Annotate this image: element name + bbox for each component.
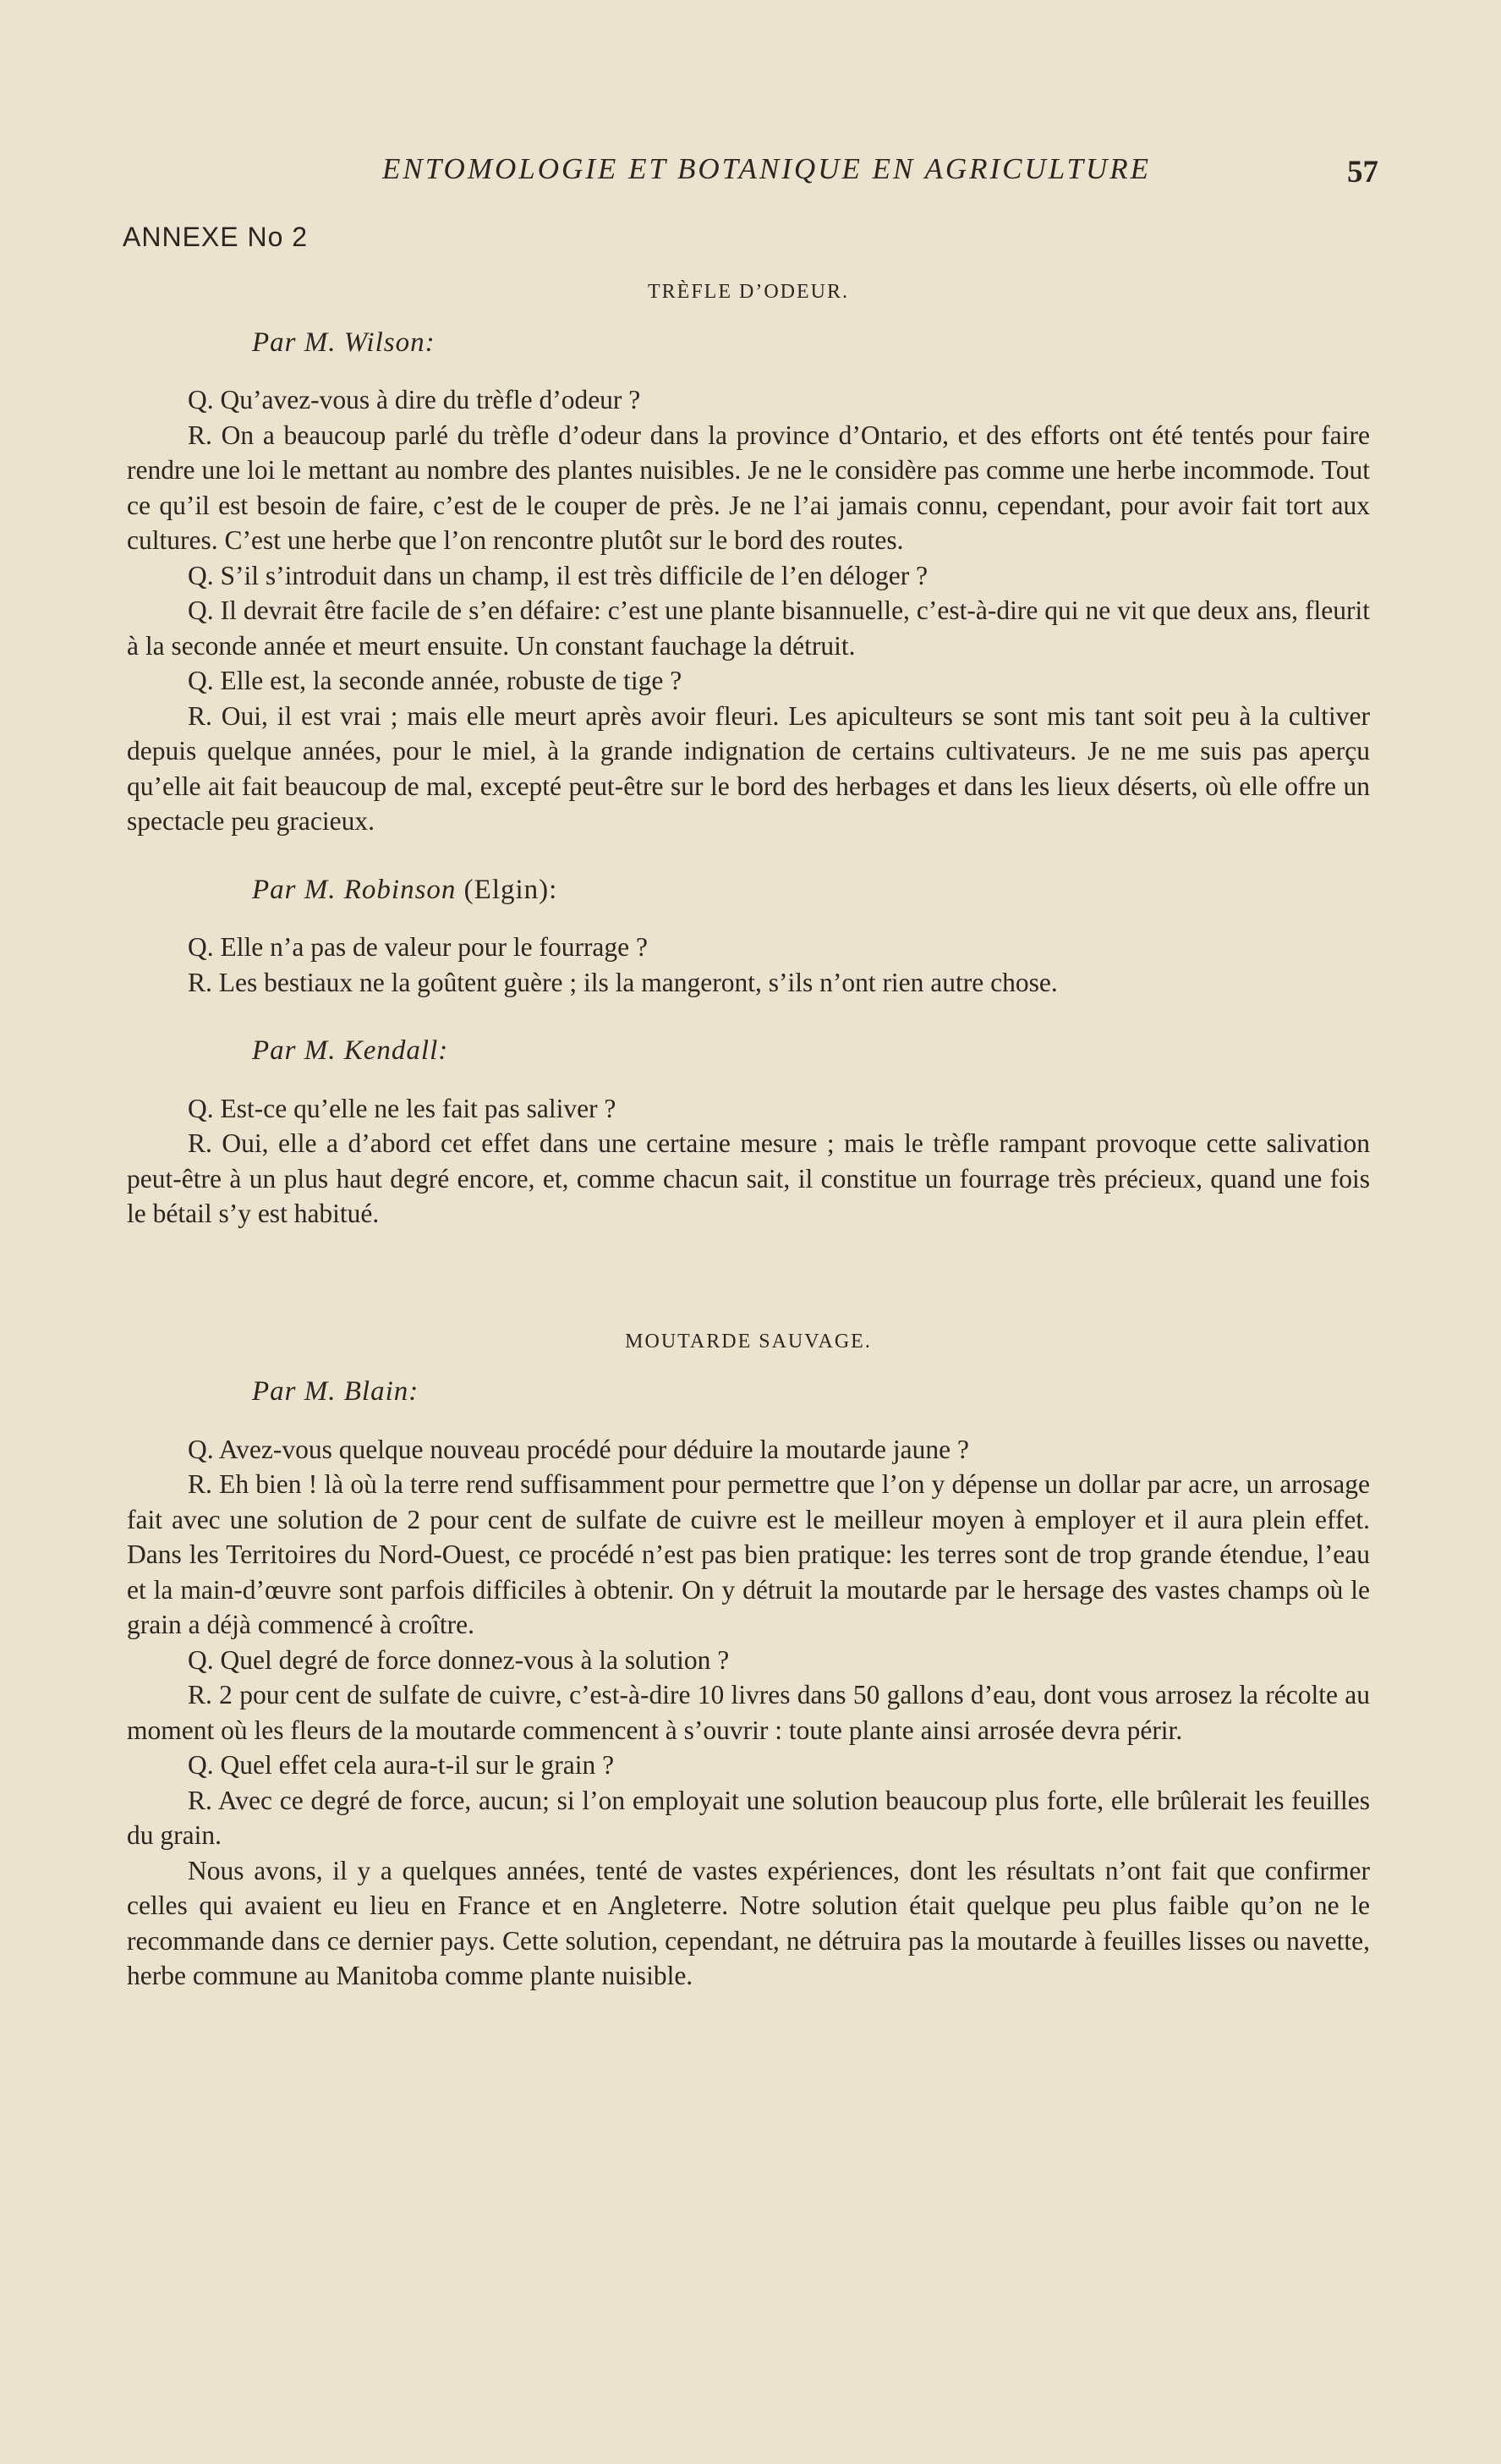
paragraph: R. On a beaucoup parlé du trèfle d’odeur dans la province d’Ontario, et des efforts ont été tentés pour faire rendre une loi le mettant au nombre des plantes nuisibles. Je ne le considère pas comme une herbe incommode. Tout ce qu’il est besoin de faire, c’est de le couper de près. Je ne l’ai jamais connu, cependant, pour avoir fait tort aux cultures. C’est une herbe que l’on rencontre plutôt sur le bord des routes. xyxy=(127,420,1370,555)
paragraph: Q. Elle est, la seconde année, robuste de tige ? xyxy=(188,666,682,695)
running-head: ENTOMOLOGIE ET BOTANIQUE EN AGRICULTURE xyxy=(382,152,1152,185)
paragraph: R. Oui, il est vrai ; mais elle meurt après avoir fleuri. Les apiculteurs se sont mis tant soit peu à la cultiver depuis quelque années, pour le miel, à la grande indignation de certains cultivateurs. Je ne me suis pas aperçu qu’elle ait fait beaucoup de mal, excepté peut-être sur le bord des herbages et dans les lieux déserts, où elle offre un spectacle peu gracieux. xyxy=(127,700,1370,836)
page-number: 57 xyxy=(1347,155,1378,189)
speaker-constituency: (Elgin) xyxy=(463,874,550,905)
speaker-name: Par M. Robinson xyxy=(252,874,457,905)
speaker-label: Par M. Kendall: xyxy=(252,1035,449,1066)
speaker-suffix: : xyxy=(549,874,558,905)
paragraph: Q. Il devrait être facile de s’en défaire: c’est une plante bisannuelle, c’est-à-dire qui ne vit que deux ans, fleurit à la seconde année et meurt ensuite. Un constant fauchage la détruit. xyxy=(127,595,1370,661)
speaker-label xyxy=(252,873,1370,908)
paragraph: Q. Quel effet cela aura-t-il sur le grain ? xyxy=(188,1750,615,1780)
annex-label: ANNEXE No 2 xyxy=(123,222,309,252)
paragraph: Nous avons, il y a quelques années, tenté de vastes expériences, dont les résultats n’ont fait que confirmer celles qui avaient eu lieu en France et en Angleterre. Notre solution était quelque peu plus faible qu’on ne le recommande dans ce dernier pays. Cette solution, cependant, ne détruira pas la moutarde à feuilles lisses ou navette, herbe commune au Manitoba comme plante nuisible. xyxy=(127,1855,1370,1990)
speaker-label: Par M. Blain: xyxy=(252,1376,419,1407)
paragraph: Q. Elle n’a pas de valeur pour le fourrage ? xyxy=(188,932,649,962)
paragraph: R. Oui, elle a d’abord cet effet dans une certaine mesure ; mais le trèfle rampant provoque cette salivation peut-être à un plus haut degré encore, et, comme chacun sait, il constitue un fourrage très précieux, quand une fois le bétail s’y est habitué. xyxy=(127,1128,1370,1228)
paragraph: Q. Quel degré de force donnez-vous à la solution ? xyxy=(188,1644,730,1675)
paragraph: R. Avec ce degré de force, aucun; si l’on employait une solution beaucoup plus forte, elle brûlerait les feuilles du grain. xyxy=(127,1785,1370,1850)
section-heading: MOUTARDE SAUVAGE. xyxy=(625,1330,872,1353)
paragraph: Q. Est-ce qu’elle ne les fait pas saliver ? xyxy=(188,1093,616,1123)
section-heading: TRÈFLE D’ODEUR. xyxy=(648,281,849,303)
paragraph: Q. Qu’avez-vous à dire du trèfle d’odeur ? xyxy=(188,385,641,414)
document-body xyxy=(127,275,1370,1994)
speaker-label: Par M. Wilson: xyxy=(252,327,436,358)
paragraph: Q. Avez-vous quelque nouveau procédé pour déduire la moutarde jaune ? xyxy=(188,1434,969,1464)
paragraph: Q. S’il s’introduit dans un champ, il est très difficile de l’en déloger ? xyxy=(188,560,929,590)
paragraph: R. 2 pour cent de sulfate de cuivre, c’est-à-dire 10 livres dans 50 gallons d’eau, dont vous arrosez la récolte au moment où les fleurs de la moutarde commencent à s’ouvrir : toute plante ainsi arrosée devra périr. xyxy=(127,1680,1370,1745)
paragraph: R. Eh bien ! là où la terre rend suffisamment pour permettre que l’on y dépense un dollar par acre, un arrosage fait avec une solution de 2 pour cent de sulfate de cuivre est le meilleur moyen à employer et il aura plein effet. Dans les Territoires du Nord-Ouest, ce procédé n’est pas bien pratique: les terres sont de trop grande étendue, l’eau et la main-d’œuvre sont parfois difficiles à obtenir. On y détruit la moutarde par le hersage des vastes champs où le grain a déjà commencé à croître. xyxy=(127,1469,1370,1639)
paragraph: R. Les bestiaux ne la goûtent guère ; ils la mangeront, s’ils n’ont rien autre chose. xyxy=(188,967,1058,997)
